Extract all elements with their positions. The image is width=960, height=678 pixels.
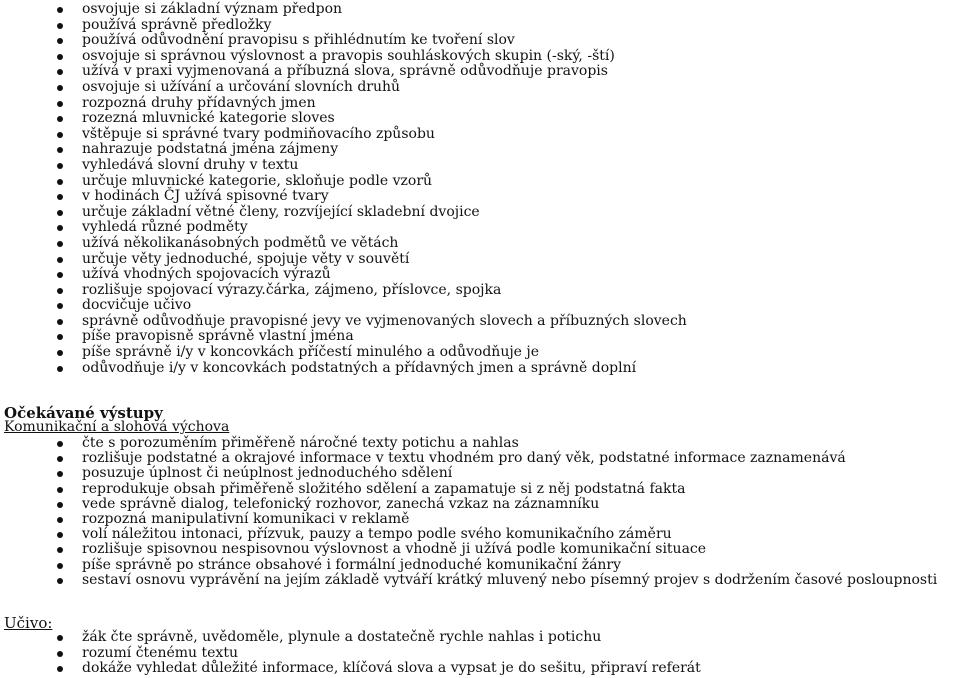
- list-item-text: vede správně dialog, telefonický rozhovor, zanechá vzkaz na záznamníku: [82, 495, 600, 512]
- bullet-icon: [57, 288, 63, 294]
- list-item: [0, 252, 687, 268]
- list-item: [0, 127, 687, 143]
- list-item-text: žák čte správně, uvědoměle, plynule a dostatečně rychle nahlas i potichu: [82, 629, 602, 645]
- bullet-icon: [57, 54, 63, 60]
- ucivo-label: Učivo:: [4, 614, 53, 632]
- grammar-outcomes-list: [0, 2, 687, 376]
- list-item-text: osvojuje si užívání a určování slovních druhů: [82, 78, 401, 95]
- list-item-text: čte s porozuměním přiměřeně náročné texty potichu a nahlas: [82, 435, 519, 451]
- list-item: [0, 189, 687, 205]
- list-item: [0, 267, 687, 283]
- list-item: [0, 142, 687, 158]
- list-item: [0, 573, 937, 588]
- list-item: [0, 96, 687, 112]
- list-item: [0, 329, 687, 345]
- list-item: [0, 466, 937, 481]
- bullet-icon: [57, 116, 63, 122]
- bullet-icon: [57, 194, 63, 200]
- bullet-icon: [57, 132, 63, 138]
- list-item-text: vyhledá různé podměty: [82, 219, 248, 236]
- bullet-icon: [57, 272, 63, 278]
- list-item: [0, 512, 937, 527]
- list-item-text: píše pravopisně správně vlastní jména: [82, 328, 354, 345]
- list-item: [0, 482, 937, 497]
- list-item: [0, 283, 687, 299]
- ucivo-list: [0, 630, 701, 677]
- bullet-icon: [57, 7, 63, 13]
- bullet-icon: [57, 635, 63, 641]
- bullet-icon: [57, 651, 63, 657]
- bullet-icon: [57, 563, 63, 569]
- bullet-icon: [57, 547, 63, 553]
- list-item-text: dokáže vyhledat důležité informace, klíčová slova a vypsat je do sešitu, připraví referát: [82, 660, 701, 677]
- list-item-text: osvojuje si základní význam předpon: [82, 1, 343, 17]
- bullet-icon: [57, 532, 63, 538]
- list-item: [0, 80, 687, 96]
- list-item-text: sestaví osnovu vyprávění na jejím základě vytváří krátký mluvený nebo písemný projev s dodržením časové posloupnosti: [82, 571, 938, 588]
- bullet-icon: [57, 471, 63, 477]
- list-item-text: vštěpuje si správné tvary podmiňovacího způsobu: [82, 125, 435, 142]
- list-item-text: posuzuje úplnost či neúplnost jednoduchého sdělení: [82, 465, 453, 482]
- bullet-icon: [57, 69, 63, 75]
- list-item: [0, 436, 937, 451]
- bullet-icon: [57, 578, 63, 584]
- list-item-text: vyhledává slovní druhy v textu: [82, 156, 299, 173]
- list-item-text: rozpozná manipulativní komunikaci v reklamě: [82, 510, 410, 527]
- list-item-text: reprodukuje obsah přiměřeně složitého sdělení a zapamatuje si z něj podstatná fakta: [82, 480, 686, 497]
- bullet-icon: [57, 502, 63, 508]
- list-item-text: používá odůvodnění pravopisu s přihlédnutím ke tvoření slov: [82, 32, 515, 49]
- bullet-icon: [57, 441, 63, 447]
- bullet-icon: [57, 23, 63, 29]
- list-item-text: docvičuje učivo: [82, 297, 192, 314]
- bullet-icon: [57, 366, 63, 372]
- list-item-text: rozlišuje podstatné a okrajové informace v textu vhodném pro daný věk, podstatné informace zaznamenává: [82, 450, 846, 467]
- bullet-icon: [57, 517, 63, 523]
- list-item: [0, 345, 687, 361]
- bullet-icon: [57, 303, 63, 309]
- list-item: [0, 205, 687, 221]
- bullet-icon: [57, 101, 63, 107]
- list-item: [0, 361, 687, 377]
- list-item-text: rozpozná druhy přídavných jmen: [82, 94, 316, 111]
- list-item-text: píše správně po stránce obsahové i formální jednoduché komunikační žánry: [82, 556, 622, 573]
- list-item: [0, 497, 937, 512]
- list-item-text: užívá několikanásobných podmětů ve větách: [82, 234, 399, 251]
- communication-subtitle: Komunikační a slohová výchova: [4, 419, 230, 435]
- list-item-text: určuje věty jednoduché, spojuje věty v souvětí: [82, 250, 410, 267]
- list-item-text: osvojuje si správnou výslovnost a pravopis souhláskových skupin (-ský, -ští): [82, 47, 615, 64]
- list-item-text: rozlišuje spojovací výrazy.čárka, zájmeno, příslovce, spojka: [82, 281, 502, 298]
- bullet-icon: [57, 179, 63, 185]
- list-item-text: určuje mluvnické kategorie, skloňuje podle vzorů: [82, 172, 433, 189]
- bullet-icon: [57, 210, 63, 216]
- list-item: [0, 661, 701, 677]
- bullet-icon: [57, 241, 63, 247]
- list-item-text: určuje základní větné členy, rozvíjející skladební dvojice: [82, 203, 480, 220]
- list-item: [0, 18, 687, 34]
- list-item: [0, 158, 687, 174]
- list-item: [0, 64, 687, 80]
- bullet-icon: [57, 85, 63, 91]
- bullet-icon: [57, 487, 63, 493]
- list-item-text: nahrazuje podstatná jména zájmeny: [82, 141, 339, 158]
- list-item-text: píše správně i/y v koncovkách příčestí minulého a odůvodňuje je: [82, 344, 540, 361]
- bullet-icon: [57, 38, 63, 44]
- list-item-text: v hodinách ČJ užívá spisovné tvary: [82, 188, 329, 205]
- list-item-text: rozlišuje spisovnou nespisovnou výslovnost a vhodně ji užívá podle komunikační situace: [82, 541, 707, 558]
- bullet-icon: [57, 225, 63, 231]
- bullet-icon: [57, 147, 63, 153]
- bullet-icon: [57, 163, 63, 169]
- list-item-text: rozumí čtenému textu: [82, 644, 238, 661]
- list-item-text: používá správně předložky: [82, 16, 272, 33]
- bullet-icon: [57, 257, 63, 263]
- list-item: [0, 542, 937, 557]
- list-item-text: užívá v praxi vyjmenovaná a příbuzná slova, správně odůvodňuje pravopis: [82, 63, 608, 80]
- bullet-icon: [57, 319, 63, 325]
- list-item-text: rozezná mluvnické kategorie sloves: [82, 110, 335, 127]
- list-item: [0, 111, 687, 127]
- bullet-icon: [57, 666, 63, 672]
- bullet-icon: [57, 456, 63, 462]
- list-item: [0, 2, 687, 18]
- list-item-text: odůvodňuje i/y v koncovkách podstatných a přídavných jmen a správně doplní: [82, 359, 637, 376]
- list-item: [0, 298, 687, 314]
- list-item: [0, 451, 937, 466]
- list-item: [0, 558, 937, 573]
- list-item: [0, 174, 687, 190]
- list-item: [0, 646, 701, 662]
- communication-outcomes-list: [0, 436, 937, 588]
- list-item-text: volí náležitou intonaci, přízvuk, pauzy a tempo podle svého komunikačního záměru: [82, 526, 672, 543]
- list-item-text: užívá vhodných spojovacích výrazů: [82, 266, 331, 283]
- list-item: [0, 630, 701, 646]
- list-item-text: správně odůvodňuje pravopisné jevy ve vyjmenovaných slovech a příbuzných slovech: [82, 312, 687, 329]
- list-item: [0, 33, 687, 49]
- list-item: [0, 220, 687, 236]
- bullet-icon: [57, 350, 63, 356]
- bullet-icon: [57, 334, 63, 340]
- expected-outputs-heading: Očekávané výstupy: [4, 404, 163, 422]
- list-item: [0, 236, 687, 252]
